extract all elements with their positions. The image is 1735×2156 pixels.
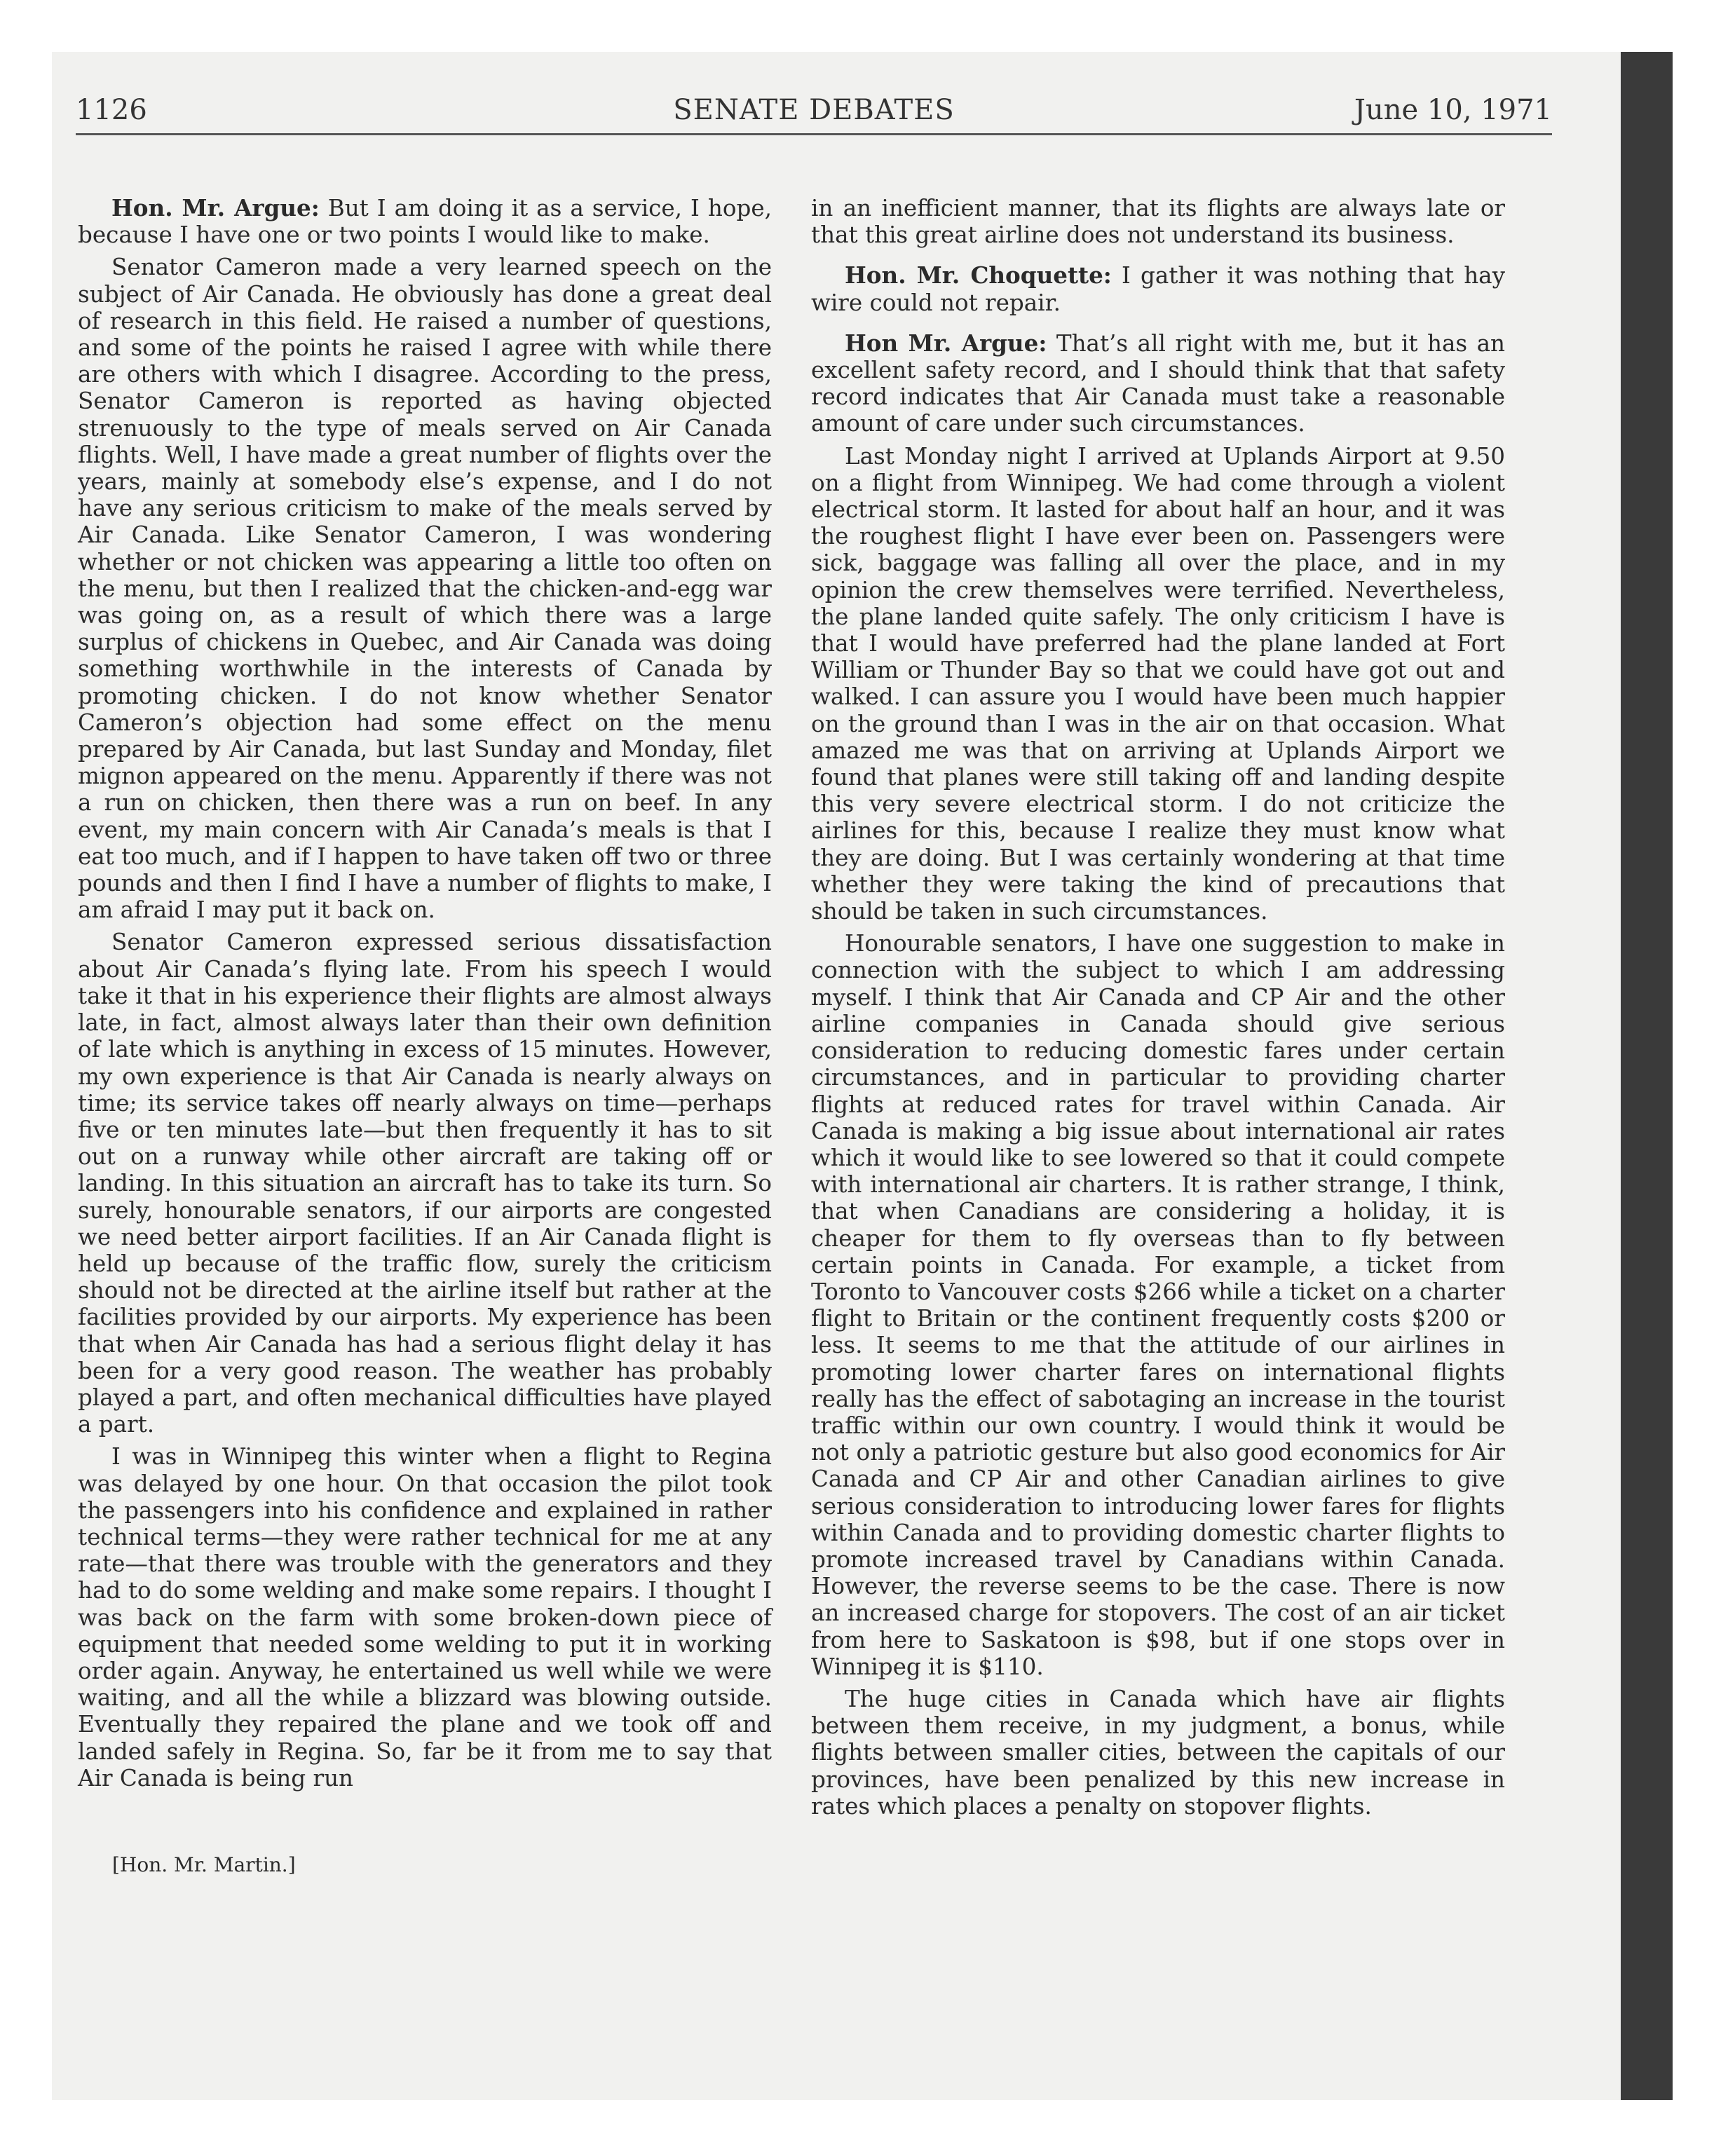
footer-note: [Hon. Mr. Martin.] (112, 1853, 296, 1876)
page-header (76, 91, 1552, 135)
page-date: June 10, 1971 (1354, 94, 1552, 126)
speaker-name: Hon. Mr. Choquette: (845, 261, 1112, 289)
paragraph: The huge cities in Canada which have air flights between them receive, in my judgment, a bonus, while flights between smaller cities, between the capitals of our provinces, have been penalized by this new increase in rates which places a penalty on stopover flights. (811, 1685, 1505, 1820)
paragraph: Last Monday night I arrived at Uplands Airport at 9.50 on a flight from Winnipeg. We had come through a violent electrical storm. It lasted for about half an hour, and it was the roughest flight I have ever been on. Passengers were sick, baggage was falling all over the place, and in my opinion the crew themselves were terrified. Nevertheless, the plane landed quite safely. The only criticism I have is that I would have preferred had the plane landed at Fort William or Thunder Bay so that we could have got out and walked. I can assure you I would have been much happier on the ground than I was in the air on that occasion. What amazed me was that on arriving at Uplands Airport we found that planes were still taking off and landing despite this very severe electrical storm. I do not criticize the airlines for this, because I realize they must know what they are doing. But I was certainly wondering at that time whether they were taking the kind of precautions that should be taken in such circumstances. (811, 442, 1505, 925)
paragraph: Honourable senators, I have one suggestion to make in connection with the subject to which I am addressing myself. I think that Air Canada and CP Air and the other airline companies in Canada should give serious consideration to reducing domestic fares under certain circumstances, and in particular to providing charter flights at reduced rates for travel within Canada. Air Canada is making a big issue about international air rates which it would like to see lowered so that it could compete with international air charters. It is rather strange, I think, that when Canadians are considering a holiday, it is cheaper for them to fly overseas than to fly between certain points in Canada. For example, a ticket from Toronto to Vancouver costs $266 while a ticket on a charter flight to Britain or the continent frequently costs $200 or less. It seems to me that the attitude of our airlines in promoting lower charter fares on international flights really has the effect of sabotaging an increase in the tourist traffic within our own country. I would think it would be not only a patriotic gesture but also good economics for Air Canada and CP Air and other Canadian airlines to give serious consideration to introducing lower fares for flights within Canada and to providing domestic charter flights to promote increased travel by Canadians within Canada. However, the reverse seems to be the case. There is now an increased charge for stopovers. The cost of an air ticket from here to Saskatoon is $98, but if one stops over in Winnipeg it is $110. (811, 930, 1505, 1680)
right-column (811, 195, 1505, 1825)
speaker-name: Hon Mr. Argue: (845, 329, 1047, 357)
speech-text: I gather it was nothing that hay wire could not repair. (811, 262, 1505, 316)
paragraph: Senator Cameron made a very learned speech on the subject of Air Canada. He obviously has done a great deal of research in this field. He raised a number of questions, and some of the points he raised I agree with while there are others with which I disagree. According to the press, Senator Cameron is reported as having objected strenuously to the type of meals served on Air Canada flights. Well, I have made a great number of flights over the years, mainly at somebody else’s expense, and I do not have any serious criticism to make of the meals served by Air Canada. Like Senator Cameron, I was wondering whether or not chicken was appearing a little too often on the menu, but then I realized that the chicken-and-egg war was going on, as a result of which there was a large surplus of chickens in Quebec, and Air Canada was doing something worthwhile in the interests of Canada by promoting chicken. I do not know whether Senator Cameron’s objection had some effect on the menu prepared by Air Canada, but last Sunday and Monday, filet mignon appeared on the menu. Apparently if there was not a run on chicken, then there was a run on beef. In any event, my main concern with Air Canada’s meals is that I eat too much, and if I happen to have taken off two or three pounds and then I find I have a number of flights to make, I am afraid I may put it back on. (78, 254, 772, 924)
publication-title: SENATE DEBATES (673, 94, 955, 126)
speaker-name: Hon. Mr. Argue: (111, 194, 320, 221)
speech-text: That’s all right with me, but it has an excellent safety record, and I should think that that safety record indicates that Air Canada must take a reasonable amount of care under such circumstances. (811, 329, 1505, 437)
speech-text: But I am doing it as a service, I hope, because I have one or two points I would like to make. (78, 195, 772, 249)
paragraph: in an inefficient manner, that its flights are always late or that this great airline does not understand its business. (811, 195, 1505, 249)
paragraph (78, 195, 772, 248)
paragraph (811, 262, 1505, 315)
paragraph: Senator Cameron expressed serious dissatisfaction about Air Canada’s flying late. From his speech I would take it that in his experience their flights are almost always late, in fact, almost always later than their own definition of late which is anything in excess of 15 minutes. However, my own experience is that Air Canada is nearly always on time; its service takes off nearly always on time—perhaps five or ten minutes late—but then frequently it has to sit out on a runway while other aircraft are taking off or landing. In this situation an aircraft has to take its turn. So surely, honourable senators, if our airports are congested we need better airport facilities. If an Air Canada flight is held up because of the traffic flow, surely the criticism should not be directed at the airline itself but rather at the facilities provided by our airports. My experience has been that when Air Canada has had a serious flight delay it has been for a very good reason. The weather has probably played a part, and often mechanical difficulties have played a part. (78, 929, 772, 1438)
scan-edge-shadow (1621, 52, 1673, 2100)
paragraph: I was in Winnipeg this winter when a flight to Regina was delayed by one hour. On that occasion the pilot took the passengers into his confidence and explained in rather technical terms—they were rather technical for me at any rate—that there was trouble with the generators and they had to do some welding and make some repairs. I thought I was back on the farm with some broken-down piece of equipment that needed some welding to put it in working order again. Anyway, he entertained us well while we were waiting, and all the while a blizzard was blowing outside. Eventually they repaired the plane and we took off and landed safely in Regina. So, far be it from me to say that Air Canada is being run (78, 1443, 772, 1792)
left-column (78, 195, 772, 1797)
paragraph (811, 330, 1505, 437)
page-number: 1126 (76, 94, 147, 126)
